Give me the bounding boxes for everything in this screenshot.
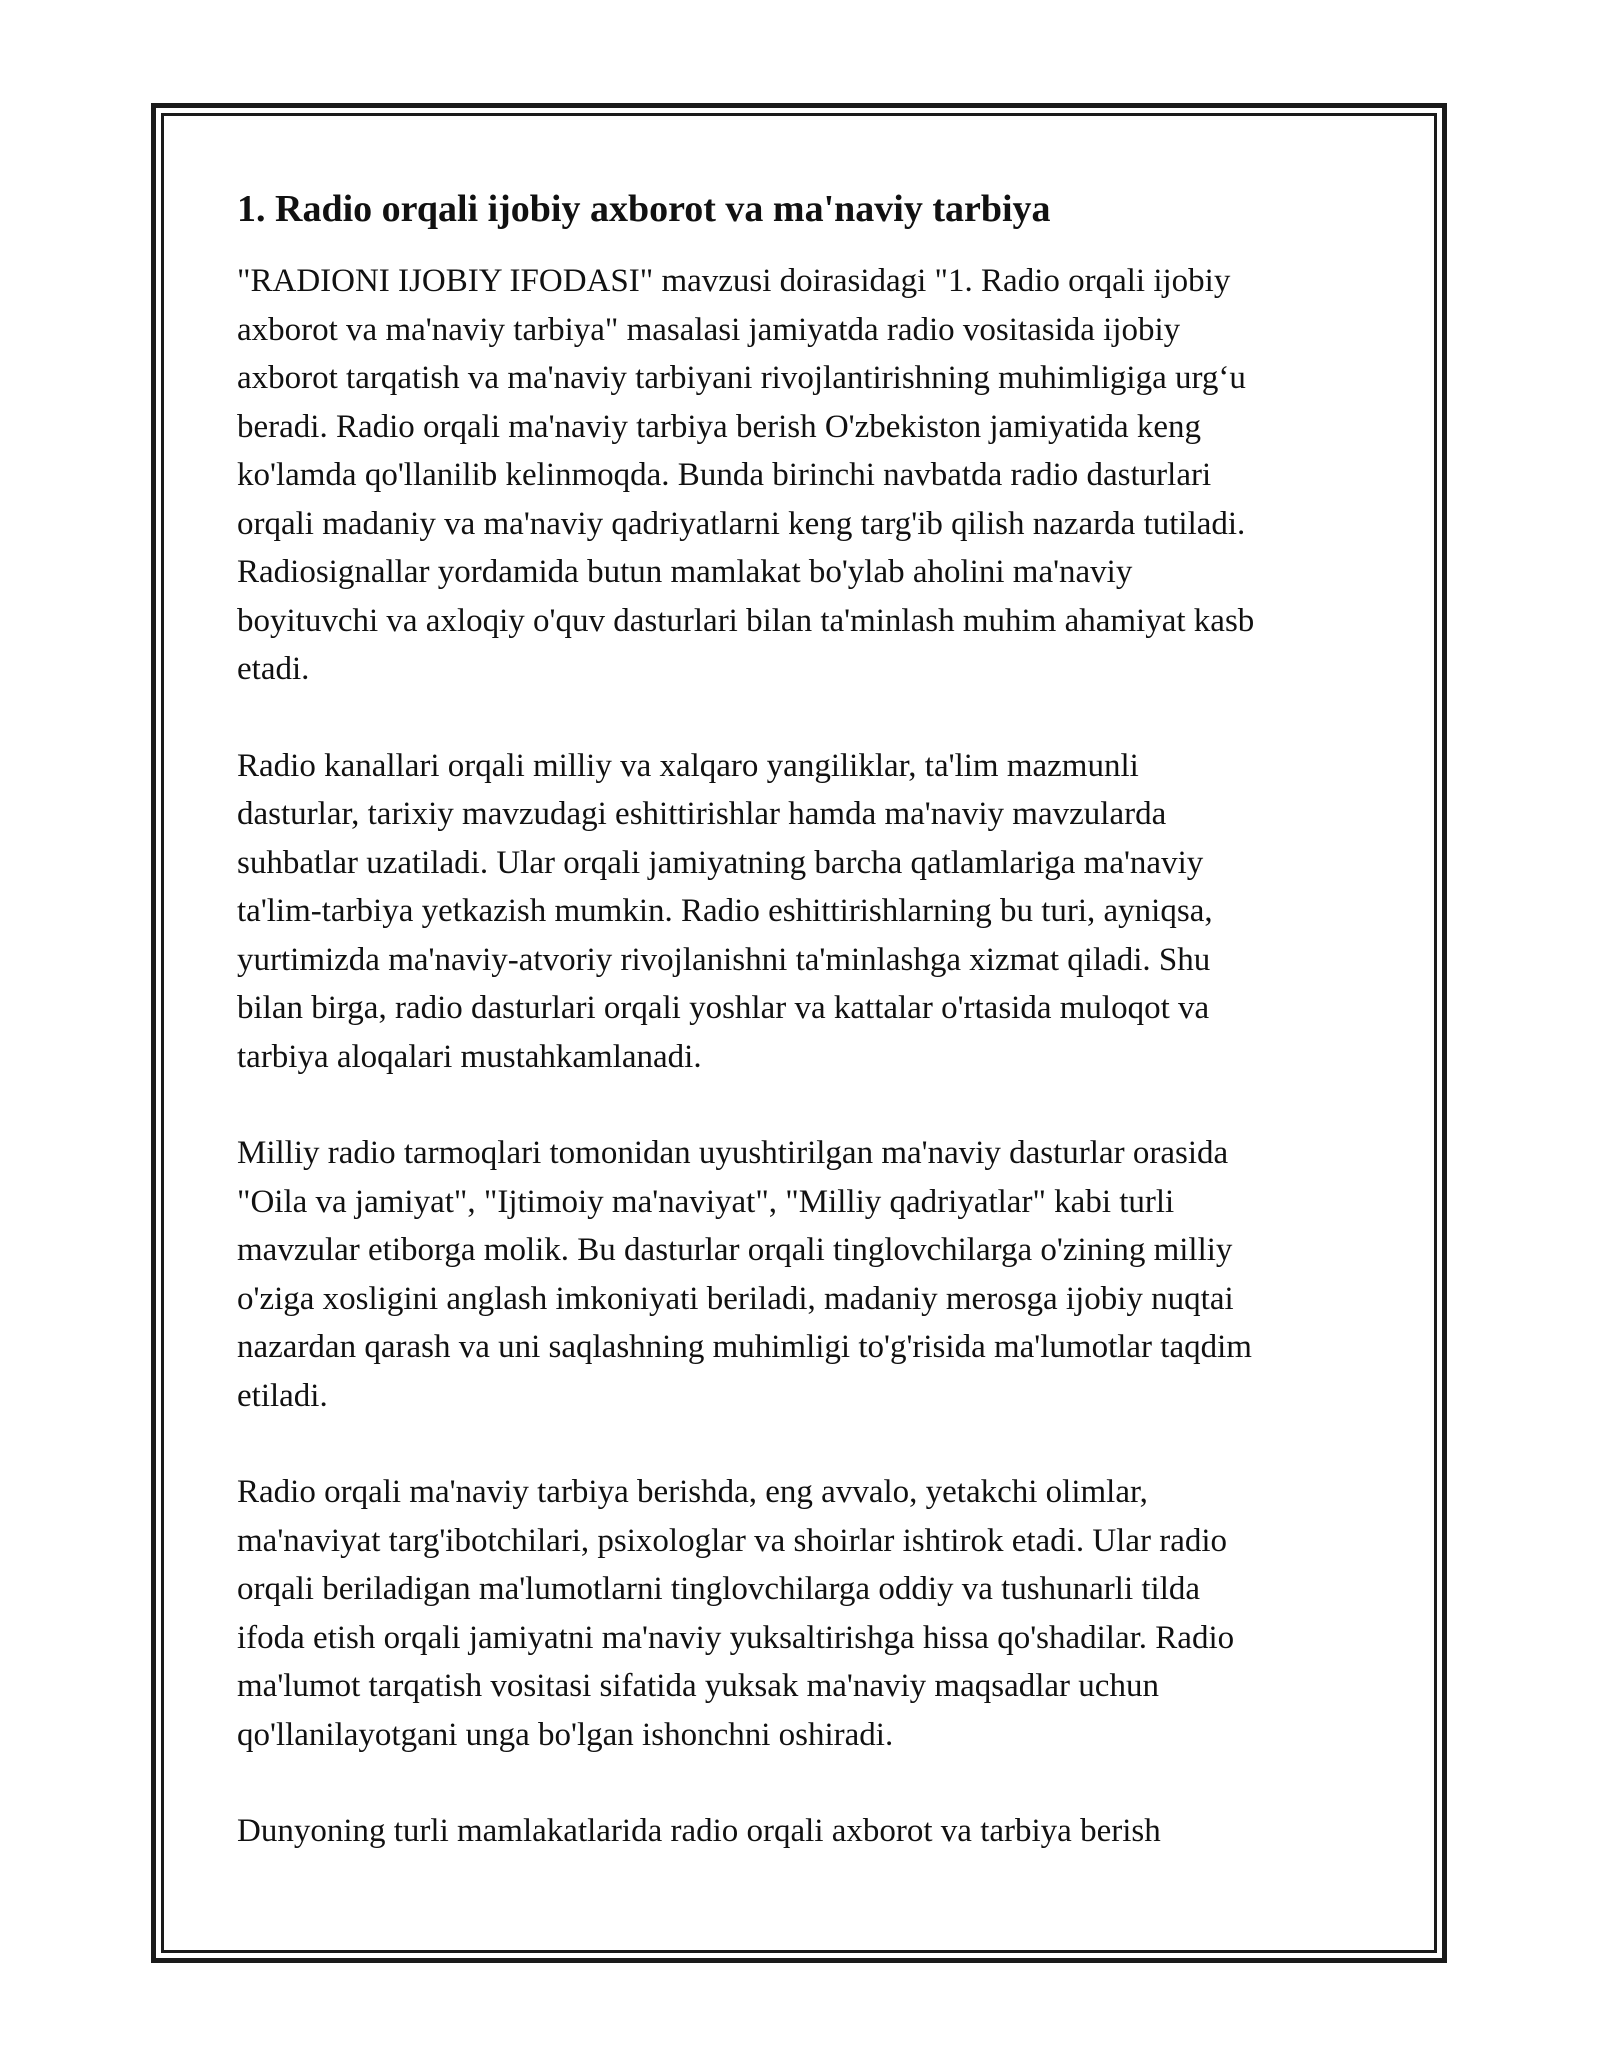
paragraph-1: "RADIONI IJOBIY IFODASI" mavzusi doirasidagi "1. Radio orqali ijobiy axborot va ma'naviy tarbiya" masalasi jamiyatda radio vositasida ijobiy axborot tarqatish va ma'naviy tarbiyani rivojlantirishning muhimligiga urg‘u beradi. Radio orqali ma'naviy tarbiya berish O'zbekiston jamiyatida keng ko'lamda qo'llanilib kelinmoqda. Bunda birinchi navbatda radio dasturlari orqali madaniy va ma'naviy qadriyatlarni keng targ'ib qilish nazarda tutiladi. Radiosignallar yordamida butun mamlakat bo'ylab aholini ma'naviy boyituvchi va axloqiy o'quv dasturlari bilan ta'minlash muhim ahamiyat kasb etadi. (237, 263, 1255, 687)
paragraph-4: Radio orqali ma'naviy tarbiya berishda, eng avvalo, yetakchi olimlar, ma'naviyat targ'ibotchilari, psixologlar va shoirlar ishtirok etadi. Ular radio orqali beriladigan ma'lumotlarni tinglovchilarga oddiy va tushunarli tilda ifoda etish orqali jamiyatni ma'naviy yuksaltirishga hissa qo'shadilar. Radio ma'lumot tarqatish vositasi sifatida yuksak ma'naviy maqsadlar uchun qo'llanilayotgani unga bo'lgan ishonchni oshiradi. (237, 1474, 1235, 1753)
paragraph-5: Dunyoning turli mamlakatlarida radio orqali axborot va tarbiya berish (237, 1813, 1161, 1849)
document-heading: 1. Radio orqali ijobiy axborot va ma'naviy tarbiya (237, 188, 1051, 230)
paragraph-3: Milliy radio tarmoqlari tomonidan uyushtirilgan ma'naviy dasturlar orasida "Oila va jamiyat", "Ijtimoiy ma'naviyat", "Milliy qadriyatlar" kabi turli mavzular etiborga molik. Bu dasturlar orqali tinglovchilarga o'zining milliy o'ziga xosligini anglash imkoniyati beriladi, madaniy merosga ijobiy nuqtai nazardan qarash va uni saqlashning muhimligi to'g'risida ma'lumotlar taqdim etiladi. (237, 1135, 1252, 1414)
document-body (237, 185, 1377, 1904)
paragraph-2: Radio kanallari orqali milliy va xalqaro yangiliklar, ta'lim mazmunli dasturlar, tarixiy mavzudagi eshittirishlar hamda ma'naviy mavzularda suhbatlar uzatiladi. Ular orqali jamiyatning barcha qatlamlariga ma'naviy ta'lim-tarbiya yetkazish mumkin. Radio eshittirishlarning bu turi, ayniqsa, yurtimizda ma'naviy-atvoriy rivojlanishni ta'minlashga xizmat qiladi. Shu bilan birga, radio dasturlari orqali yoshlar va kattalar o'rtasida muloqot va tarbiya aloqalari mustahkamlanadi. (237, 747, 1213, 1075)
